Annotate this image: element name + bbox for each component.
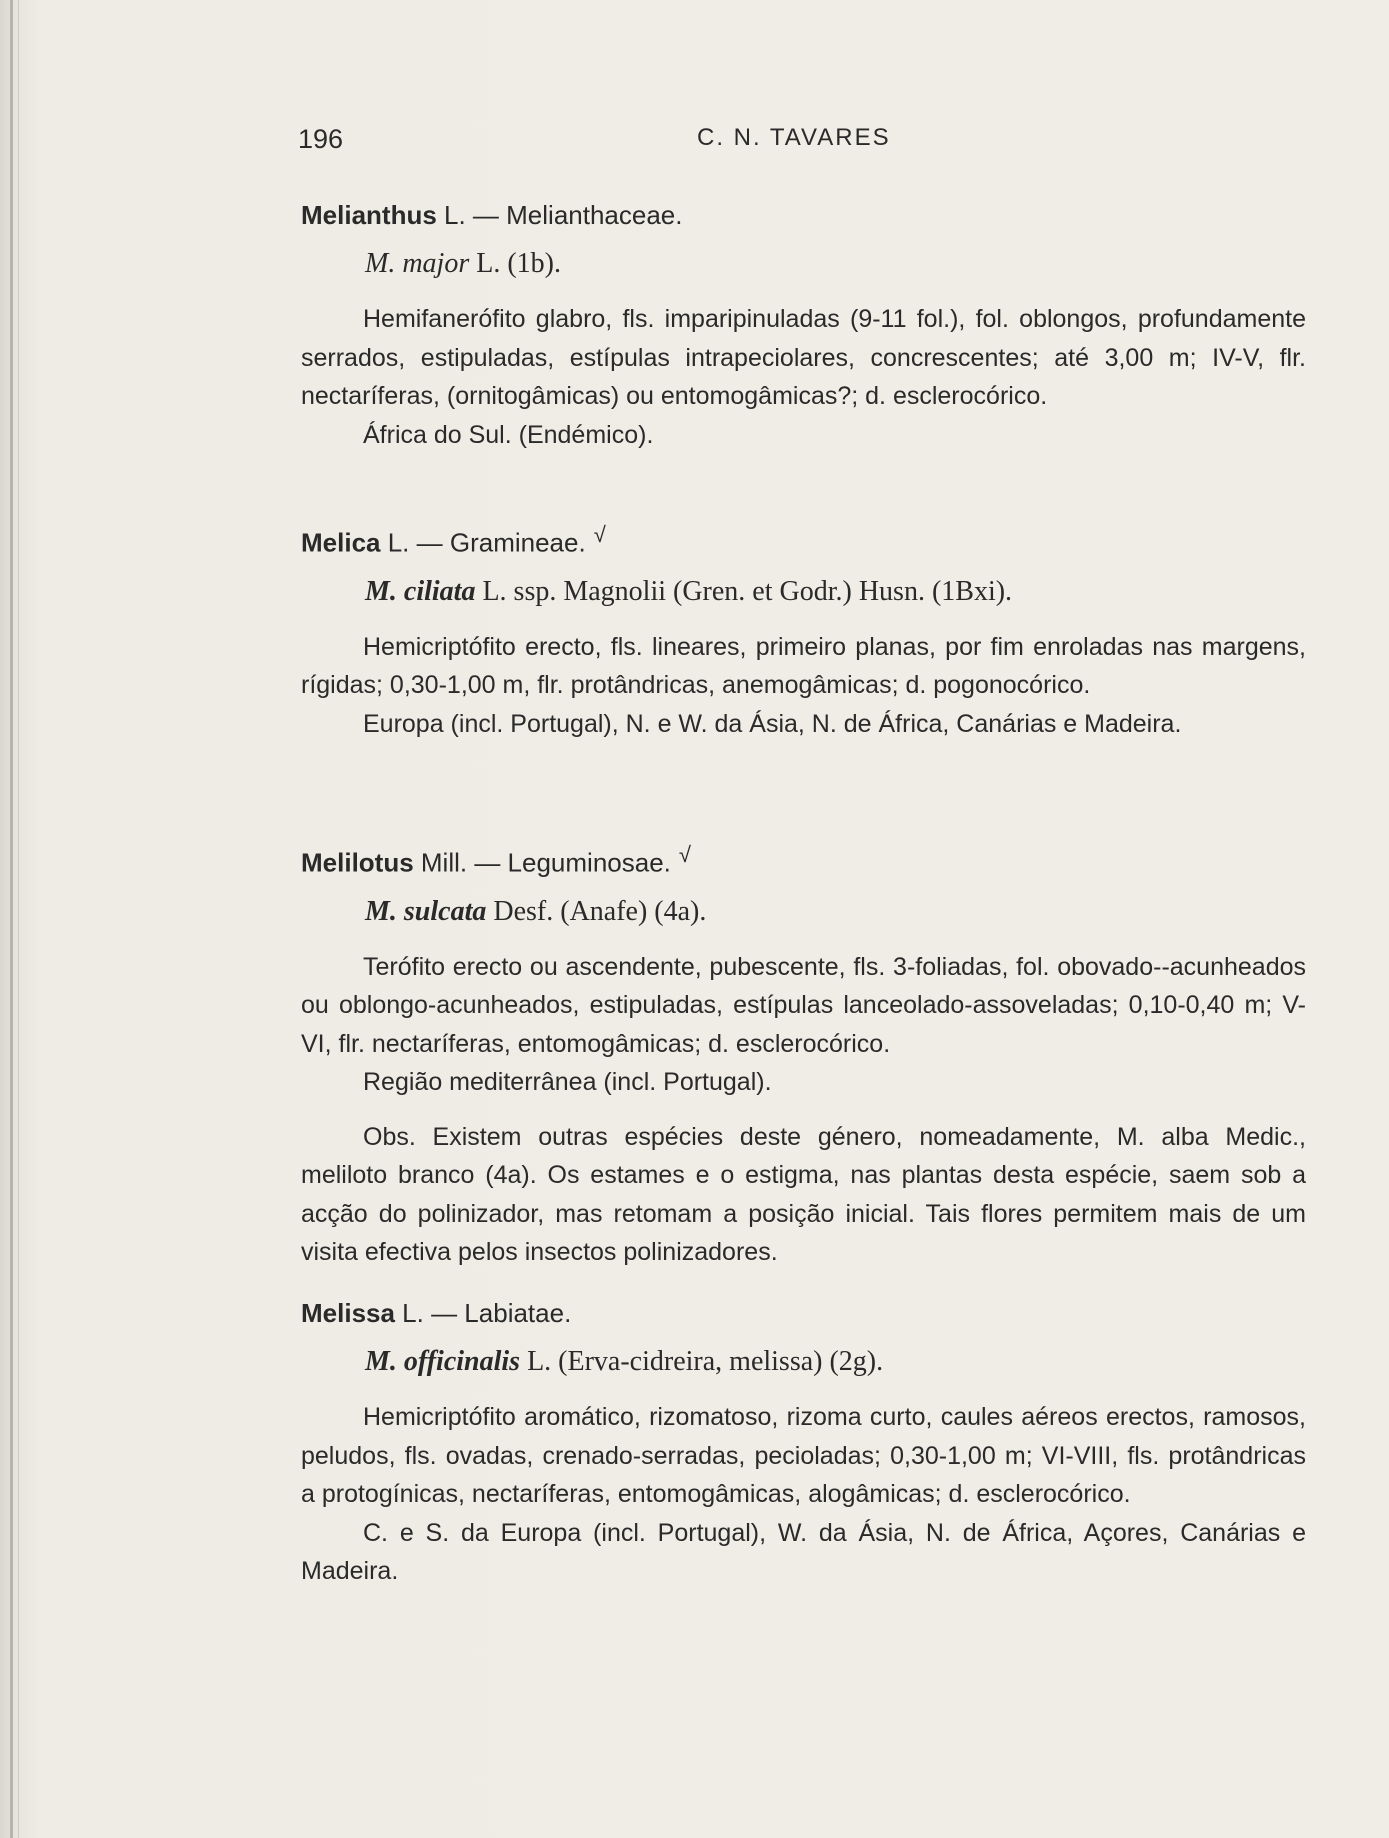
species-rest: L. (Erva-cidreira, melissa) (2g). bbox=[520, 1346, 884, 1377]
entry-melica bbox=[301, 518, 1306, 743]
genus-heading bbox=[301, 1296, 1306, 1330]
genus-author: L. — Gramineae. bbox=[380, 527, 586, 558]
page-number: 196 bbox=[298, 124, 344, 154]
species-rest: L. (1b). bbox=[469, 248, 561, 279]
species-name: sulcata bbox=[403, 895, 487, 927]
species-name: officinalis bbox=[403, 1346, 521, 1377]
page-spine-edge bbox=[10, 0, 13, 1838]
species-prefix: M. bbox=[365, 575, 404, 607]
genus-name: Melianthus bbox=[301, 200, 437, 230]
species-rest: Desf. (Anafe) (4a). bbox=[486, 895, 707, 927]
description: Hemicriptófito erecto, fls. lineares, primeiro planas, por fim enroladas nas margens, rígidas; 0,30-1,00 m, flr. protândricas, anemogâmicas; d. pogonocórico. bbox=[301, 632, 1306, 700]
species-heading bbox=[301, 246, 1306, 282]
species-rest: L. ssp. Magnolii (Gren. et Godr.) Husn. (1Bxi). bbox=[475, 575, 1013, 607]
description: Hemicriptófito aromático, rizomatoso, rizoma curto, caules aéreos erectos, ramosos, peludos, fls. ovadas, crenado-serradas, pecioladas; 0,30-1,00 m; VI-VIII, fls. protândricas a protogínicas, nectaríferas, entomogâmicas, alogâmicas; d. esclerocórico. bbox=[301, 1403, 1306, 1508]
entry-melilotus bbox=[301, 838, 1306, 1272]
running-head: C. N. TAVARES bbox=[697, 124, 891, 151]
species-heading bbox=[301, 574, 1306, 610]
species-name: ciliata bbox=[403, 575, 476, 607]
entry-melianthus bbox=[301, 198, 1306, 454]
distribution: Região mediterrânea (incl. Portugal). bbox=[363, 1068, 772, 1097]
species-prefix: M. bbox=[365, 248, 403, 279]
genus-author: Mill. — Leguminosae. bbox=[413, 847, 671, 878]
species-prefix: M. bbox=[365, 1346, 404, 1377]
distribution: C. e S. da Europa (incl. Portugal), W. da Ásia, N. de África, Açores, Canárias e Madeira. bbox=[301, 1518, 1306, 1585]
description: Terófito erecto ou ascendente, pubescente, fls. 3-foliadas, fol. obovado--acunheados ou oblongo-acunheados, estipuladas, estípulas lanceolado-assoveladas; 0,10-0,40 m; V-VI, flr. nectaríferas, entomogâmicas; d. esclerocórico. bbox=[301, 952, 1306, 1058]
species-heading bbox=[301, 1344, 1306, 1380]
page-spine-line bbox=[18, 0, 19, 1838]
species-heading bbox=[301, 894, 1306, 930]
genus-author: L. — Melianthaceae. bbox=[436, 200, 683, 230]
genus-name: Melissa bbox=[301, 1298, 395, 1328]
checkmark: √ bbox=[593, 522, 606, 547]
genus-author: L. — Labiatae. bbox=[394, 1298, 572, 1328]
distribution: África do Sul. (Endémico). bbox=[363, 420, 654, 449]
species-name: major bbox=[402, 248, 470, 279]
genus-name: Melica bbox=[301, 527, 381, 558]
genus-heading bbox=[301, 838, 1306, 880]
genus-name: Melilotus bbox=[301, 847, 414, 878]
description: Hemifanerófito glabro, fls. imparipinuladas (9-11 fol.), fol. oblongos, profundamente serrados, estipuladas, estípulas intrapeciolares, concrescentes; até 3,00 m; IV-V, flr. nectaríferas, (ornitogâmicas) ou entomogâmicas?; d. esclerocórico. bbox=[301, 305, 1306, 410]
checkmark: √ bbox=[678, 842, 691, 867]
species-prefix: M. bbox=[365, 895, 404, 927]
genus-heading bbox=[301, 518, 1306, 560]
distribution: Europa (incl. Portugal), N. e W. da Ásia, N. de África, Canárias e Madeira. bbox=[363, 709, 1182, 738]
genus-heading bbox=[301, 198, 1306, 232]
entry-melissa bbox=[301, 1296, 1306, 1591]
observation-note: Obs. Existem outras espécies deste género, nomeadamente, M. alba Medic., meliloto branco (4a). Os estames e o estigma, nas plantas desta espécie, saem sob a acção do polinizador, mas retomam a posição inicial. Tais flores permitem mais de um visita efectiva pelos insectos polinizadores. bbox=[301, 1122, 1306, 1267]
